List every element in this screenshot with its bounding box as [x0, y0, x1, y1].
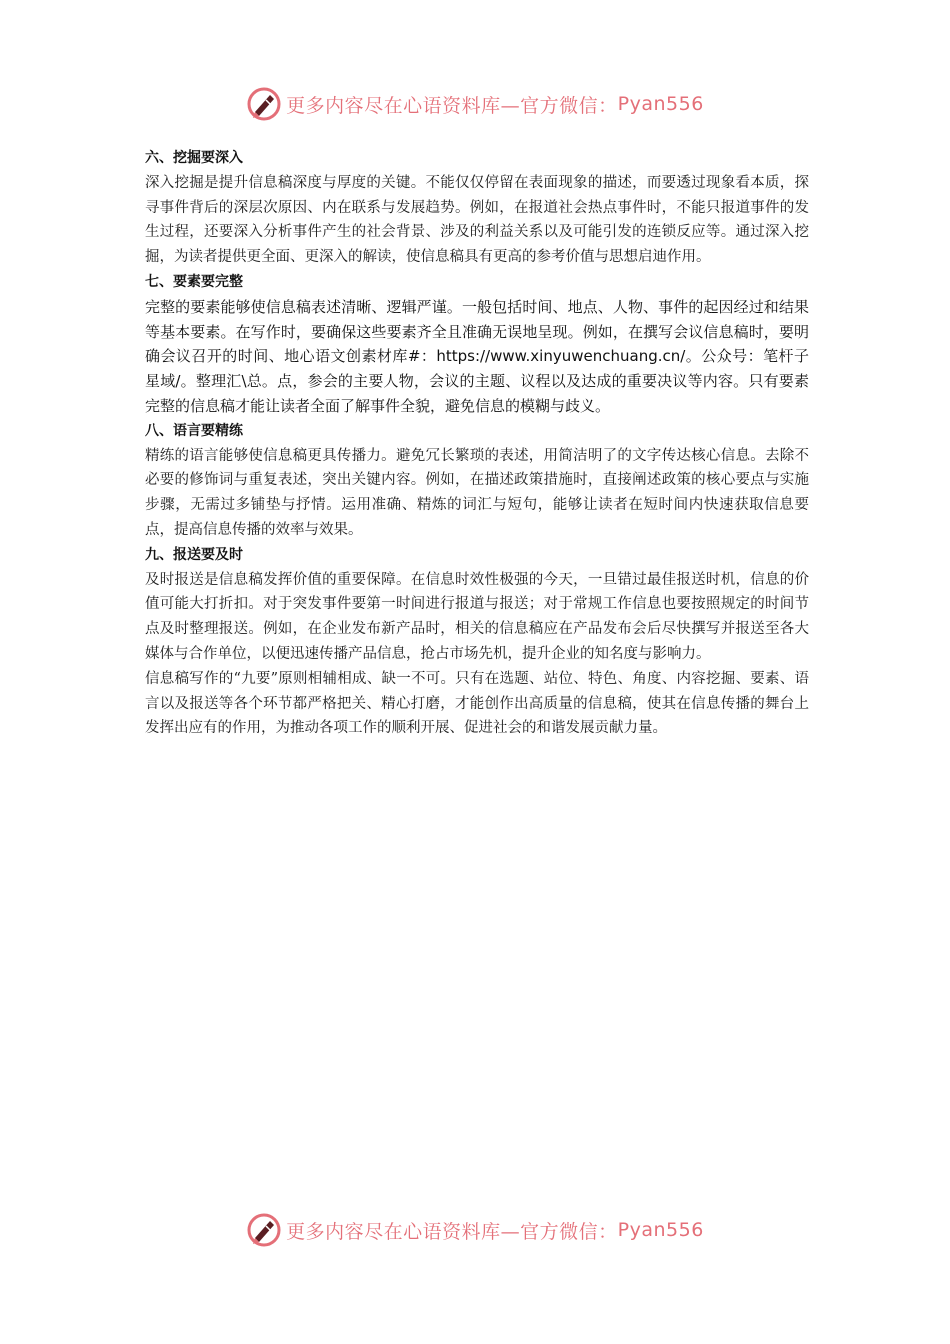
section-heading-7: 七、要素要完整	[145, 273, 243, 290]
section-body-8: 精练的语言能够使信息稿更具传播力。避免冗长繁琐的表述，用简洁明了的文字传达核心信息。去除不必要的修饰词与重复表述，突出关键内容。例如，在描述政策措施时，直接阐述政策的核心要点与实施步骤，无需过多铺垫与抒情。运用准确、精炼的词汇与短句，能够让读者在短时间内快速获取信息要点，提高信息传播的效率与效果。	[145, 447, 809, 538]
document-body	[145, 146, 809, 741]
section-body-7: 完整的要素能够使信息稿表述清晰、逻辑严谨。一般包括时间、地点、人物、事件的起因经过和结果等基本要素。在写作时，要确保这些要素齐全且准确无误地呈现。例如，在撰写会议信息稿时，要明确会议召开的时间、地心语文创素材库#：https://www.xinyuwenchuang.cn/。公众号：笔杆子星域/。整理汇\总。点，参会的主要人物，会议的主题、议程以及达成的重要决议等内容。只有要素完整的信息稿才能让读者全面了解事件全貌，避免信息的模糊与歧义。	[145, 297, 809, 415]
section-heading-9: 九、报送要及时	[145, 546, 243, 563]
section-heading-8: 八、语言要精练	[145, 422, 243, 439]
header-text: 更多内容尽在心语资料库—官方微信：	[286, 94, 618, 117]
header-wechat: Pyan556	[617, 93, 704, 115]
footer-text: 更多内容尽在心语资料库—官方微信：	[286, 1220, 618, 1243]
pen-logo-icon	[246, 1212, 282, 1248]
footer-banner	[0, 1210, 950, 1250]
section-body-9: 及时报送是信息稿发挥价值的重要保障。在信息时效性极强的今天，一旦错过最佳报送时机，信息的价值可能大打折扣。对于突发事件要第一时间进行报道与报送；对于常规工作信息也要按照规定的时间节点及时整理报送。例如，在企业发布新产品时，相关的信息稿应在产品发布会后尽快撰写并报送至各大媒体与合作单位，以便迅速传播产品信息，抢占市场先机，提升企业的知名度与影响力。	[145, 571, 809, 662]
conclusion-paragraph: 信息稿写作的“九要”原则相辅相成、缺一不可。只有在选题、站位、特色、角度、内容挖掘、要素、语言以及报送等各个环节都严格把关、精心打磨，才能创作出高质量的信息稿，使其在信息传播的舞台上发挥出应有的作用，为推动各项工作的顺利开展、促进社会的和谐发展贡献力量。	[145, 670, 809, 737]
header-banner	[0, 84, 950, 124]
pen-logo-icon	[246, 86, 282, 122]
section-body-6: 深入挖掘是提升信息稿深度与厚度的关键。不能仅仅停留在表面现象的描述，而要透过现象看本质，探寻事件背后的深层次原因、内在联系与发展趋势。例如，在报道社会热点事件时，不能只报道事件的发生过程，还要深入分析事件产生的社会背景、涉及的利益关系以及可能引发的连锁反应等。通过深入挖掘，为读者提供更全面、更深入的解读，使信息稿具有更高的参考价值与思想启迪作用。	[145, 174, 809, 266]
footer-wechat: Pyan556	[617, 1219, 704, 1241]
section-heading-6: 六、挖掘要深入	[145, 150, 243, 166]
